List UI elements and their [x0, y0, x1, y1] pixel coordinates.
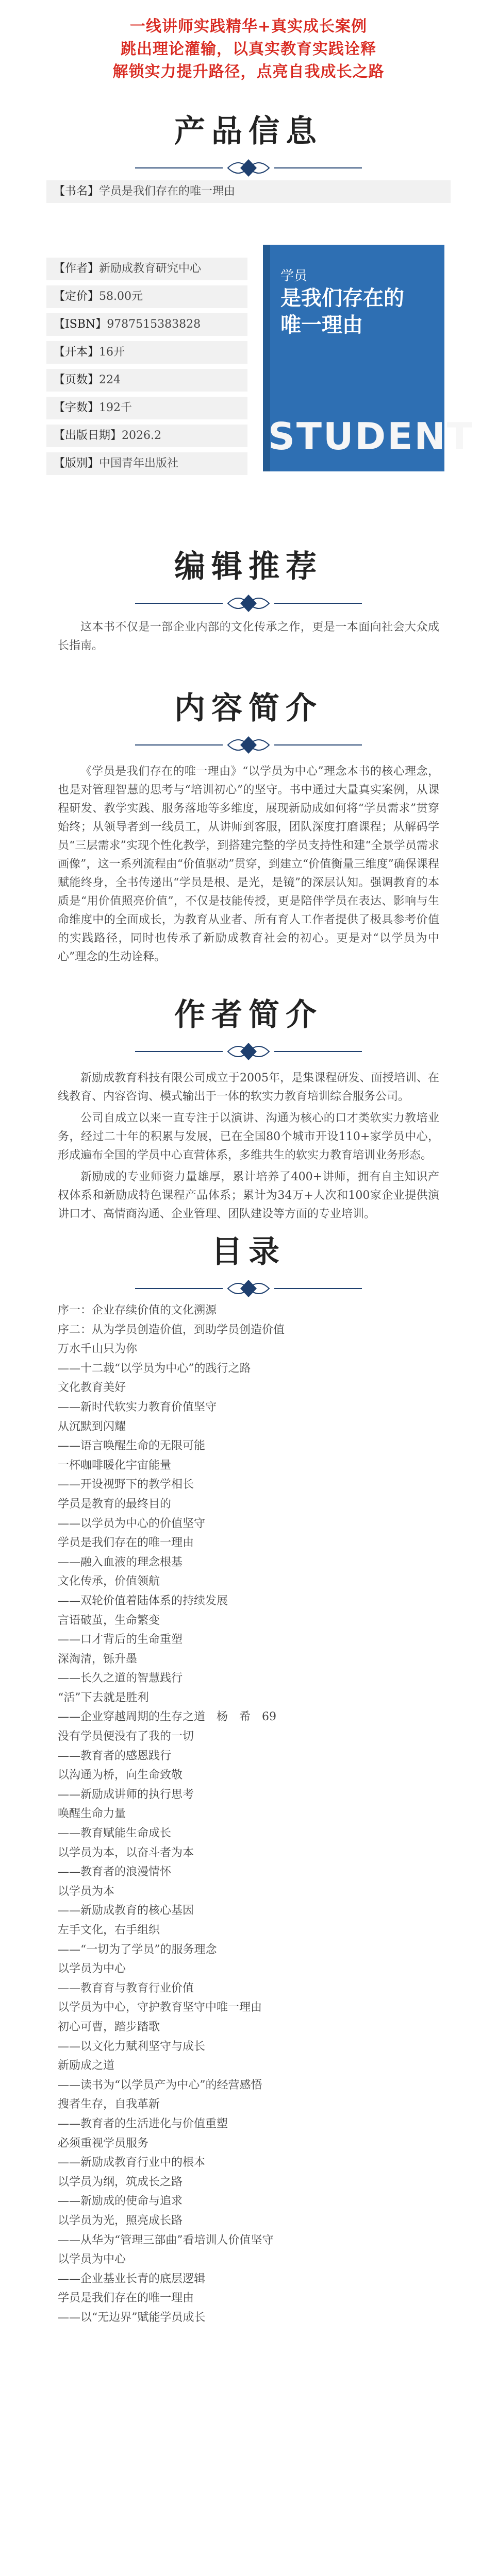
toc-item: ——企业基业长青的底层逻辑 [58, 2272, 206, 2285]
toc-item: ——“一切为了学员”的服务理念 [58, 1943, 217, 1956]
toc-item: ——读书为“以学员产为中心”的经营感悟 [58, 2078, 262, 2092]
info-row-date: 【出版日期】2026.2 [46, 425, 247, 447]
info-row-pages: 【页数】224 [46, 369, 247, 392]
info-row-author: 【作者】新励成教育研究中心 [46, 258, 247, 280]
toc-item: 从沉默到闪耀 [58, 1420, 126, 1433]
ornament-divider-icon [135, 155, 362, 181]
toc-item: ——融入血液的理念根基 [58, 1555, 183, 1569]
banner-line-1: 一线讲师实践精华+真实成长案例 [129, 18, 368, 36]
toc-item: 深淘清，铄升墨 [58, 1652, 138, 1666]
toc-item: ——教育赋能生命成长 [58, 1827, 172, 1840]
toc-item [58, 2347, 439, 2366]
toc-item: 以学员为光，照亮成长路 [58, 2214, 183, 2227]
toc-item: 文化教育美好 [58, 1381, 126, 1395]
banner-line-2: 跳出理论灌输，以真实教育实践诠释 [121, 40, 376, 58]
book-cover-tag: 学员 [280, 268, 308, 284]
toc-item: 以学员为中心，守护教育坚守中唯一理由 [58, 2001, 262, 2014]
toc-item: ——新励成的使命与追求 [58, 2195, 183, 2208]
toc-item [58, 2385, 439, 2405]
toc-item: 搜者生存，自我革新 [58, 2098, 160, 2111]
toc-item: ——教育育与教育行业价值 [58, 1981, 194, 1995]
ornament-divider-icon [135, 1039, 362, 1064]
toc-item: 必须重视学员服务 [58, 2137, 149, 2150]
section-author-intro [0, 994, 497, 1064]
toc-item: ——口才背后的生命重塑 [58, 1633, 183, 1647]
book-cover-student-word: STUDENT [268, 415, 474, 458]
info-row-words: 【字数】192千 [46, 397, 247, 419]
toc-item: ——教育者的感恩践行 [58, 1749, 172, 1762]
toc-item: 学员是我们存在的唯一理由 [58, 2292, 194, 2305]
ornament-divider-icon [135, 590, 362, 616]
toc-item: 唤醒生命力量 [58, 1807, 126, 1821]
product-info-box [46, 180, 474, 546]
section-toc [0, 1231, 497, 1301]
toc-item: 以学员为中心 [58, 1962, 126, 1976]
section-title-content-intro: 内容简介 [174, 690, 323, 726]
section-product-info [0, 111, 497, 181]
toc-item: ——新时代软实力教育价值坚守 [58, 1400, 217, 1414]
toc-item: 以学员为本，以奋斗者为本 [58, 1846, 194, 1859]
section-editor-recommend [0, 546, 497, 616]
toc-item: ——教育者的浪漫情怀 [58, 1866, 172, 1879]
toc-item: 文化传承，价值领航 [58, 1575, 160, 1588]
toc-item: 言语破茧，生命繁变 [58, 1614, 160, 1627]
toc-item: 一杯咖啡暖化宇宙能量 [58, 1459, 172, 1472]
toc-item [58, 2327, 439, 2347]
editor-recommend-text: 这本书不仅是一部企业内部的文化传承之作，更是一本面向社会大众成长指南。 [58, 621, 439, 652]
info-row-format: 【开本】16开 [46, 341, 247, 364]
toc-item [58, 2366, 439, 2386]
toc-item: 以学员为本 [58, 1885, 115, 1898]
section-title-author-intro: 作者简介 [174, 997, 323, 1033]
info-row-price: 【定价】58.00元 [46, 285, 247, 308]
toc-item: ——从华为“管理三部曲”看培训人价值坚守 [58, 2233, 274, 2247]
toc-item: ——双轮价值着陆体系的持续发展 [58, 1594, 228, 1607]
toc-item: 初心可曹，踏步踏歌 [58, 2020, 160, 2033]
section-title-product-info: 产品信息 [174, 113, 323, 149]
toc-item: 序二：从为学员创造价值，到助学员创造价值 [58, 1323, 285, 1336]
toc-item: 以沟通为桥，向生命致敬 [58, 1769, 183, 1782]
toc-item: 以学员为中心 [58, 2253, 126, 2266]
toc-item: 新励成之道 [58, 2059, 115, 2073]
toc-item: 没有学员便没有了我的一切 [58, 1730, 194, 1743]
toc-item: ——以学员为中心的价值坚守 [58, 1517, 206, 1530]
toc-item: ——教育者的生活进化与价值重塑 [58, 2117, 228, 2130]
toc-item: ——长久之道的智慧践行 [58, 1672, 183, 1685]
toc-item: ——开设视野下的教学相长 [58, 1478, 194, 1492]
ornament-divider-icon [135, 1276, 362, 1301]
book-cover-title: 是我们存在的 唯一理由 [280, 286, 404, 337]
content-intro-text: 《学员是我们存在的唯一理由》“以学员为中心”理念本书的核心理念，也是对管理智慧的思考与“培训初心”的坚守。书中通过大量真实案例，从课程研发、教学实践、服务落地等多维度，展现新励成如何将“学员需求”贯穿始终；从领导者到一线员工，从讲师到客服，团队深度打磨课程；从解码学员“三层需求”实现个性化教学，到搭建完整的学员支持性和建“全景学员需求画像”，这一系列流程由“价值驱动”贯穿，到建立“价值衡量三维度”确保课程赋能终身，全书传递出“学员是根、是光，是镜”的深层认知。强调教育的本质是“用价值照亮价值”，不仅是技能传授，更是陪伴学员在表达、影响与生命维度中的全面成长，为教育从业者、所有育人工作者提供了极具参考价值的实践路径，同时也传承了新励成教育社会的初心。更是对“以学员为中心”理念的生动诠释。 [58, 765, 439, 963]
section-content-intro [0, 688, 497, 758]
ornament-divider-icon [135, 732, 362, 758]
toc-item: 序一：企业存续价值的文化溯源 [58, 1304, 217, 1317]
book-cover-image [263, 245, 474, 471]
toc-item: ——十二载“以学员为中心”的践行之路 [58, 1362, 251, 1375]
toc-item: ——语言唤醒生命的无限可能 [58, 1439, 206, 1453]
toc-item: 学员是教育的最终目的 [58, 1497, 172, 1511]
toc-item: 左手文化，右手组织 [58, 1924, 160, 1937]
toc-item: ——新励成教育的核心基因 [58, 1904, 194, 1918]
author-intro-text: 新励成教育科技有限公司成立于2005年，是集课程研发、面授培训、在线教育、内容咨询、模式输出于一体的软实力教育培训综合服务公司。 公司自成立以来一直专注于以演讲、沟通为核心的口才类软实力教培业务，经过二十年的积累与发展，已在全国80个城市开设110+家学员中心，形成遍布全国的学员中心直营体系，多维共生的软实力教育培训业务形态。 新励成的专业师资力量雄厚，累计培养了400+讲师，拥有自主知识产权体系和新励成特色课程产品体系；累计为34万+人次和100家企业提供演讲口才、高情商沟通、企业管理、团队建设等方面的专业培训。 [58, 1072, 439, 1221]
banner-line-3: 解锁实力提升路径，点亮自我成长之路 [112, 63, 385, 81]
toc-item: ——以“无边界”赋能学员成长 [58, 2311, 206, 2324]
section-title-editor-recommend: 编辑推荐 [174, 549, 323, 585]
toc-list [58, 1301, 439, 2405]
toc-item: 万水千山只为你 [58, 1343, 138, 1356]
toc-item: 以学员为纲，筑成长之路 [58, 2175, 183, 2189]
info-row-isbn: 【ISBN】9787515383828 [46, 313, 247, 336]
promo-banner [0, 15, 497, 83]
toc-item: ——新励成教育行业中的根本 [58, 2156, 206, 2170]
toc-item: ——企业穿越周期的生存之道 杨 希 69 [58, 1710, 276, 1724]
toc-item: “活”下去就是胜利 [58, 1691, 149, 1704]
toc-item: 学员是我们存在的唯一理由 [58, 1536, 194, 1550]
toc-item: ——以文化力赋利坚守与成长 [58, 2040, 206, 2053]
info-row-title: 【书名】学员是我们存在的唯一理由 [46, 180, 451, 203]
toc-item: ——新励成讲师的执行思考 [58, 1788, 194, 1801]
info-row-publisher: 【版别】中国青年出版社 [46, 452, 247, 475]
section-title-toc: 目录 [211, 1234, 286, 1270]
